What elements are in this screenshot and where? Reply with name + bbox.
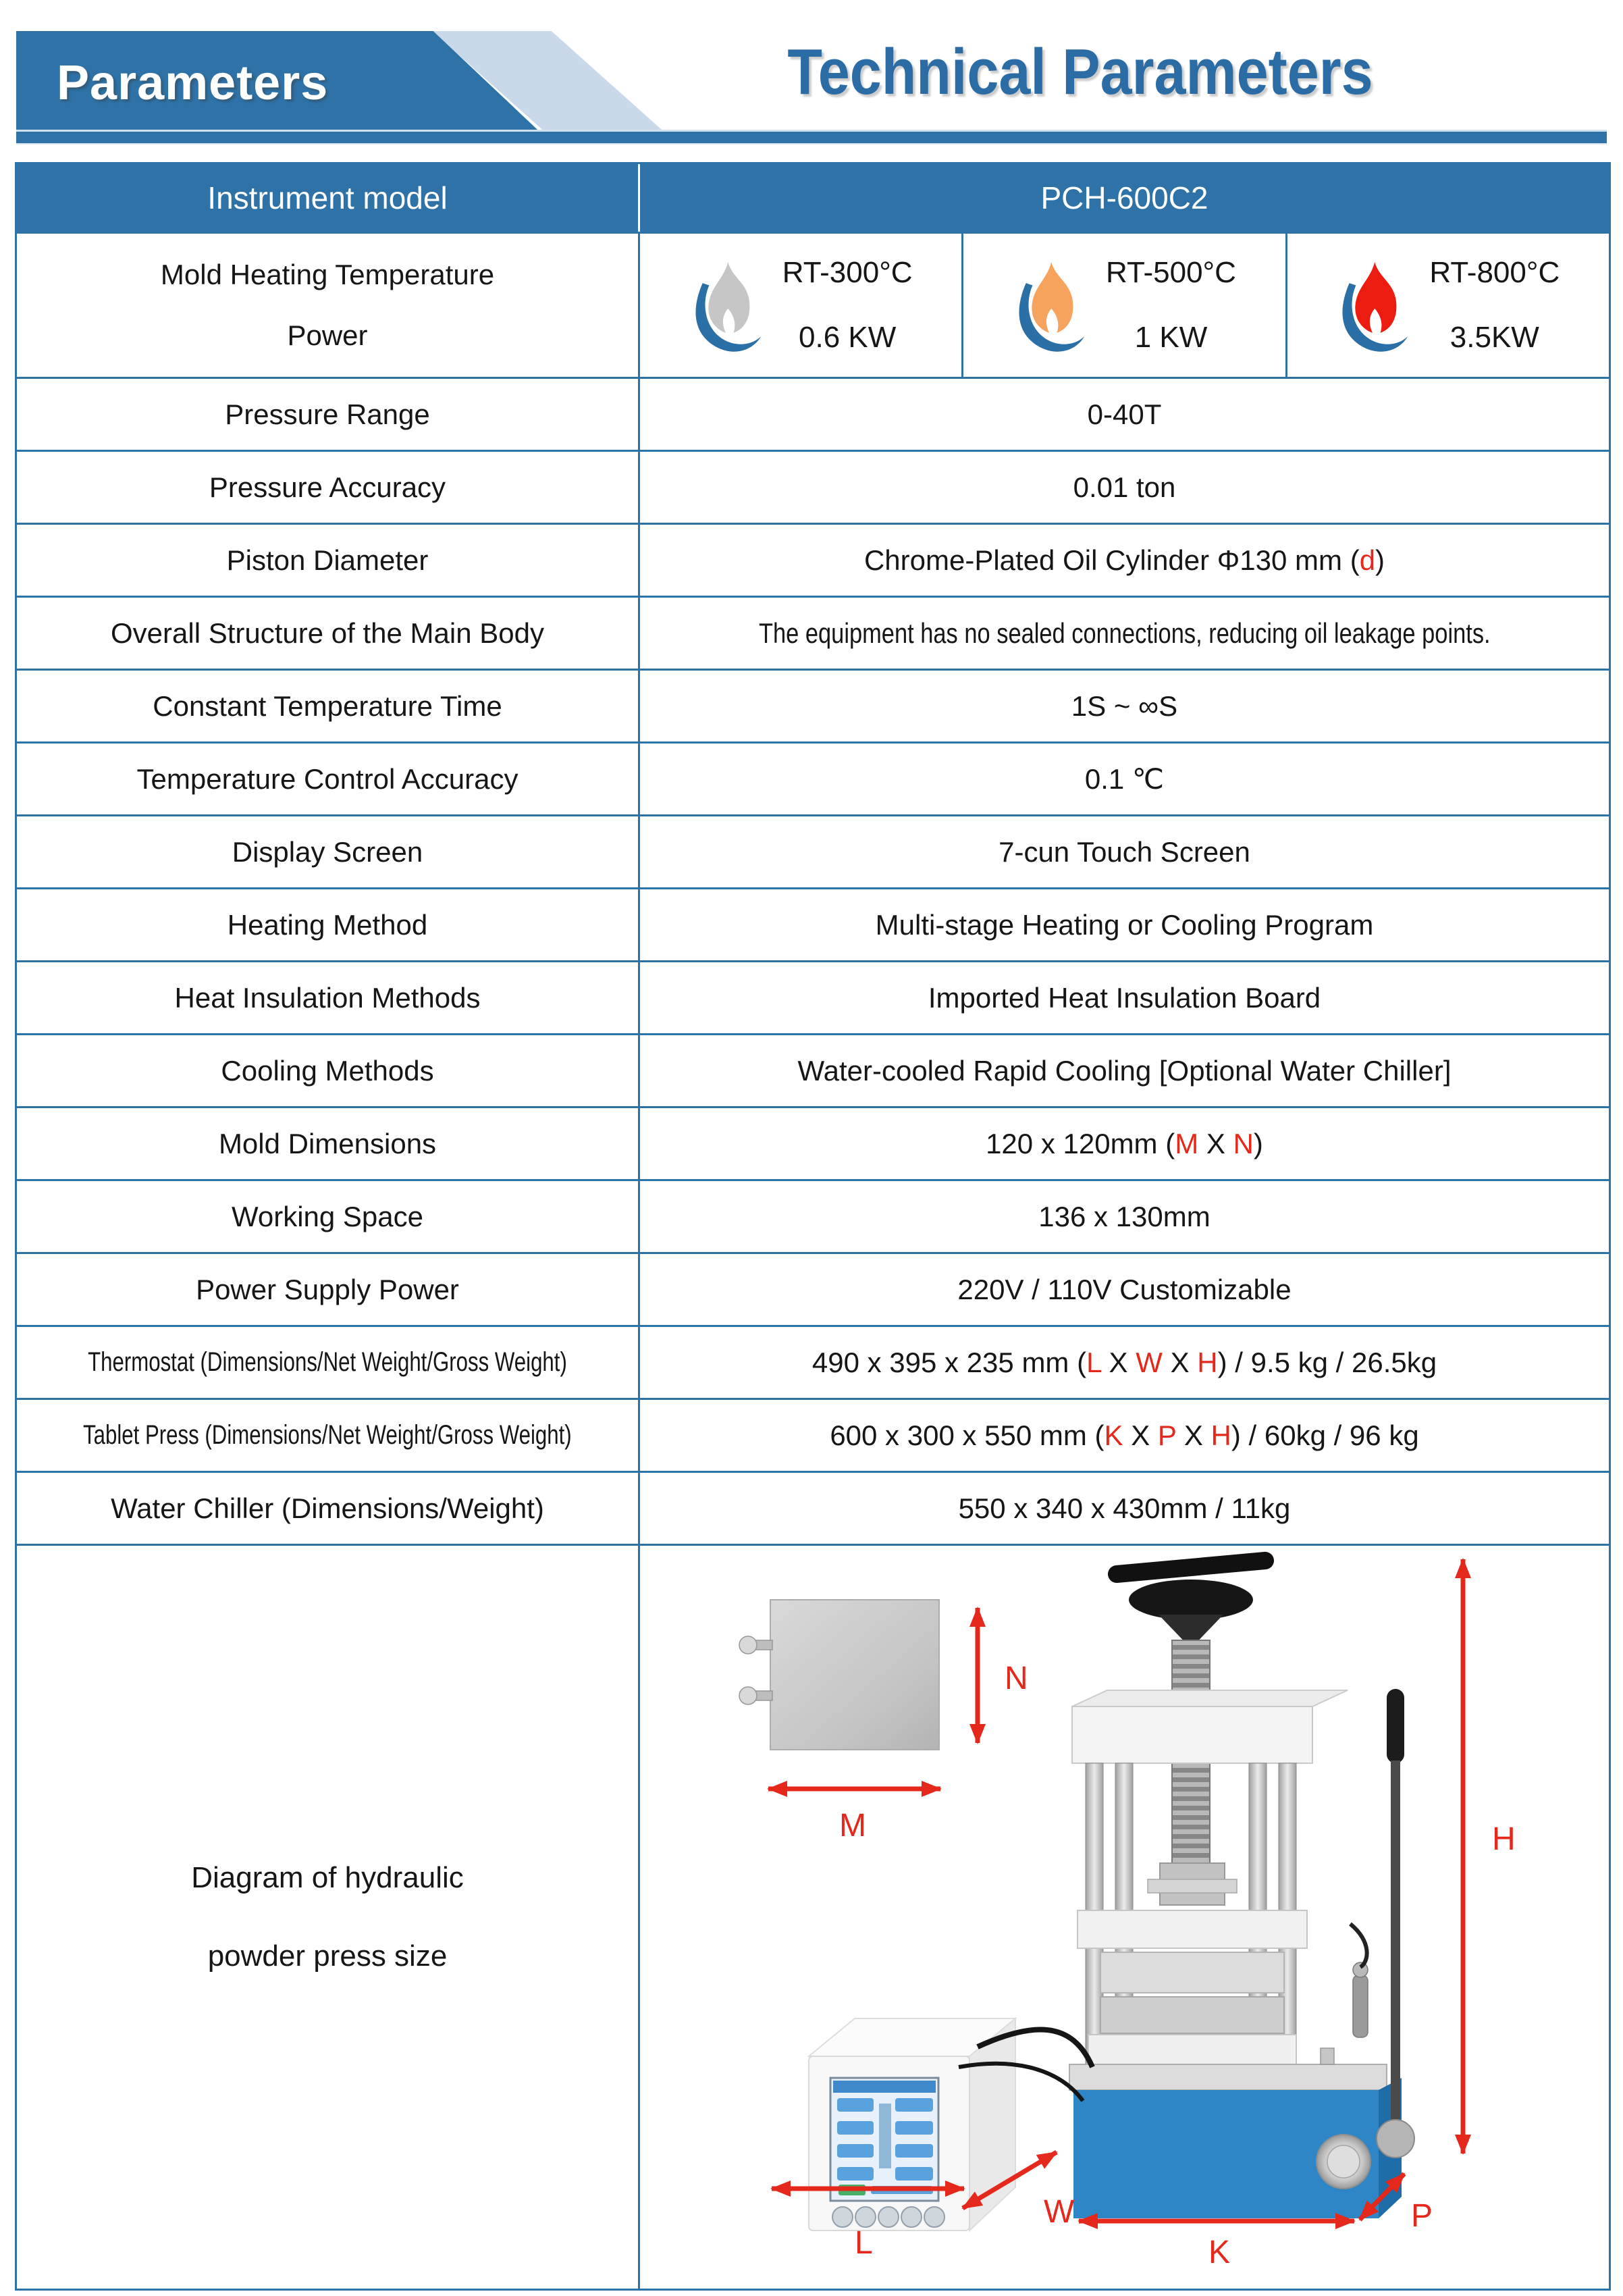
row-label: Heating Method xyxy=(227,908,428,941)
value-part: 0-40T xyxy=(1087,398,1162,430)
table-row xyxy=(17,741,1609,814)
heating-temp: RT-300°C xyxy=(782,256,913,289)
table-row xyxy=(17,1471,1609,1544)
row-value xyxy=(1085,762,1164,795)
value-part-red: N xyxy=(1233,1127,1254,1159)
header-label-cell xyxy=(17,164,640,232)
value-part: 490 x 395 x 235 mm ( xyxy=(812,1346,1087,1378)
table-row xyxy=(17,523,1609,596)
row-label-cell xyxy=(17,1108,640,1179)
diagram-cell xyxy=(640,1546,1609,2289)
table-row xyxy=(17,814,1609,887)
value-part: Water-cooled Rapid Cooling [Optional Water Chiller] xyxy=(797,1054,1452,1087)
row-value-cell xyxy=(640,962,1609,1033)
heating-temp: RT-500°C xyxy=(1106,256,1236,289)
value-part-red: H xyxy=(1197,1346,1218,1378)
row-value-cell xyxy=(640,1400,1609,1471)
row-label: Display Screen xyxy=(232,835,423,868)
row-value-cell xyxy=(640,452,1609,523)
value-part-red: K xyxy=(1104,1419,1123,1451)
row-value xyxy=(1071,690,1177,723)
row-value-cell xyxy=(640,889,1609,960)
value-part-red: W xyxy=(1136,1346,1163,1378)
diagram-label-cell xyxy=(17,1546,640,2289)
row-value-cell xyxy=(640,816,1609,887)
dim-label-W: W xyxy=(1044,2194,1075,2230)
value-part-red: M xyxy=(1175,1127,1199,1159)
value-part: 220V / 110V Customizable xyxy=(957,1273,1292,1305)
row-value-cell xyxy=(640,1327,1609,1398)
table-row xyxy=(17,669,1609,741)
value-part: 136 x 130mm xyxy=(1038,1200,1210,1232)
value-part: 7-cun Touch Screen xyxy=(999,835,1250,868)
row-value-cell xyxy=(640,379,1609,450)
table-row xyxy=(17,960,1609,1033)
heating-option xyxy=(640,234,961,377)
row-label: Tablet Press (Dimensions/Net Weight/Gross Weight) xyxy=(83,1420,572,1450)
value-part: 600 x 300 x 550 mm ( xyxy=(830,1419,1105,1451)
row-value xyxy=(986,1128,1263,1160)
value-part: 0.1 ℃ xyxy=(1084,763,1165,795)
value-part: X xyxy=(1198,1127,1233,1159)
row-value xyxy=(830,1419,1418,1452)
spec-table xyxy=(15,162,1611,2291)
value-part: Imported Heat Insulation Board xyxy=(928,981,1321,1014)
value-part: 120 x 120mm ( xyxy=(986,1127,1175,1159)
value-part: X xyxy=(1176,1419,1211,1451)
row-label-cell xyxy=(17,671,640,741)
row-label: Piston Diameter xyxy=(226,544,429,576)
model-value: PCH-600C2 xyxy=(1040,180,1208,215)
table-row xyxy=(17,596,1609,669)
row-label-cell xyxy=(17,889,640,960)
value-part: ) / 9.5 kg / 26.5kg xyxy=(1217,1346,1437,1378)
heating-power: 1 KW xyxy=(1134,321,1208,354)
dim-label-H: H xyxy=(1492,1821,1516,1857)
row-label-cell xyxy=(17,452,640,523)
heating-row xyxy=(17,232,1609,377)
value-part: 1S ~ ∞S xyxy=(1071,689,1178,722)
value-part: ) xyxy=(1375,544,1385,576)
press-machine-illustration xyxy=(1069,1561,1414,2218)
table-row xyxy=(17,450,1609,523)
row-value xyxy=(999,836,1250,868)
value-part: ) / 60kg / 96 kg xyxy=(1231,1419,1419,1451)
heating-temp: RT-800°C xyxy=(1429,256,1560,289)
mold-block-illustration xyxy=(739,1600,939,1750)
diagram-label-line2: powder press size xyxy=(207,1939,448,1973)
header-value-cell xyxy=(640,164,1609,232)
row-label-cell xyxy=(17,1181,640,1252)
row-label-cell xyxy=(17,1327,640,1398)
row-value xyxy=(812,1347,1437,1379)
row-value-cell xyxy=(640,743,1609,814)
dim-label-N: N xyxy=(1005,1661,1028,1696)
value-part-red: L xyxy=(1086,1346,1101,1378)
heating-label-line1: Mold Heating Temperature xyxy=(160,259,495,290)
value-part: X xyxy=(1100,1346,1136,1378)
row-value xyxy=(759,617,1491,650)
heating-label-cell xyxy=(17,234,640,377)
heating-power: 0.6 KW xyxy=(799,321,897,354)
row-label: Mold Dimensions xyxy=(218,1127,437,1159)
table-row xyxy=(17,1398,1609,1471)
row-label: Working Space xyxy=(231,1200,424,1232)
heating-options xyxy=(640,234,1609,377)
row-label-cell xyxy=(17,379,640,450)
row-value xyxy=(928,982,1321,1014)
heating-label-line2: Power xyxy=(287,319,368,351)
row-value-cell xyxy=(640,1473,1609,1544)
row-value-cell xyxy=(640,671,1609,741)
dim-label-P: P xyxy=(1411,2198,1433,2234)
row-value xyxy=(1038,1201,1210,1233)
row-label: Temperature Control Accuracy xyxy=(136,762,518,795)
value-part: ) xyxy=(1253,1127,1263,1159)
table-row xyxy=(17,1252,1609,1325)
value-part: Multi-stage Heating or Cooling Program xyxy=(875,908,1374,941)
dim-label-M: M xyxy=(839,1808,866,1844)
row-label-cell xyxy=(17,1254,640,1325)
value-part: 550 x 340 x 430mm / 11kg xyxy=(958,1492,1291,1524)
row-value-cell xyxy=(640,525,1609,596)
value-part: Chrome-Plated Oil Cylinder Φ130 mm ( xyxy=(863,544,1360,576)
heating-option xyxy=(1285,234,1609,377)
row-label: Heat Insulation Methods xyxy=(174,981,481,1014)
row-value-cell xyxy=(640,1108,1609,1179)
value-part-red: P xyxy=(1157,1419,1177,1451)
row-label-cell xyxy=(17,962,640,1033)
row-value xyxy=(864,544,1385,577)
value-part: X xyxy=(1162,1346,1198,1378)
row-label: Cooling Methods xyxy=(221,1054,434,1087)
table-header-row xyxy=(17,164,1609,232)
row-value-cell xyxy=(640,1181,1609,1252)
row-label: Thermostat (Dimensions/Net Weight/Gross Weight) xyxy=(88,1347,567,1377)
row-value xyxy=(959,1492,1291,1525)
row-label: Water Chiller (Dimensions/Weight) xyxy=(111,1492,544,1524)
table-row xyxy=(17,1179,1609,1252)
diagram-label-line1: Diagram of hydraulic xyxy=(191,1861,464,1894)
banner-underline-bar xyxy=(16,130,1607,145)
row-label-cell xyxy=(17,816,640,887)
header-label: Instrument model xyxy=(207,180,448,215)
row-label: Pressure Range xyxy=(225,398,430,430)
flame-red-icon xyxy=(1356,262,1397,333)
dim-label-L: L xyxy=(855,2225,873,2261)
table-row xyxy=(17,1325,1609,1398)
row-value-cell xyxy=(640,598,1609,669)
row-label-cell xyxy=(17,743,640,814)
row-value xyxy=(876,909,1374,941)
row-value xyxy=(1073,471,1176,504)
row-label: Constant Temperature Time xyxy=(153,689,502,722)
row-label-cell xyxy=(17,1400,640,1471)
table-row xyxy=(17,1106,1609,1179)
flame-gray-icon xyxy=(708,262,749,333)
row-value xyxy=(1088,398,1162,431)
value-part-red: H xyxy=(1210,1419,1231,1451)
flame-orange-icon xyxy=(1032,262,1073,333)
row-value xyxy=(957,1274,1291,1306)
table-row xyxy=(17,377,1609,450)
press-size-diagram xyxy=(640,1546,1609,2289)
row-label: Pressure Accuracy xyxy=(209,471,446,503)
row-label-cell xyxy=(17,1035,640,1106)
value-part: X xyxy=(1123,1419,1158,1451)
heating-option xyxy=(961,234,1285,377)
row-label-cell xyxy=(17,1473,640,1544)
row-label-cell xyxy=(17,598,640,669)
row-label-cell xyxy=(17,525,640,596)
value-part-red: d xyxy=(1359,544,1376,576)
page-title: Technical Parameters xyxy=(787,36,1373,108)
value-part: The equipment has no sealed connections, reducing oil leakage points. xyxy=(758,617,1491,649)
spec-rows xyxy=(17,377,1609,1544)
table-row xyxy=(17,887,1609,960)
value-part: 0.01 ton xyxy=(1073,471,1176,503)
row-label: Power Supply Power xyxy=(196,1273,459,1305)
dim-label-K: K xyxy=(1208,2235,1231,2270)
row-value-cell xyxy=(640,1035,1609,1106)
row-value-cell xyxy=(640,1254,1609,1325)
banner-label: Parameters xyxy=(57,56,329,110)
heating-power: 3.5KW xyxy=(1449,321,1539,354)
row-value xyxy=(798,1055,1452,1087)
table-row xyxy=(17,1033,1609,1106)
diagram-row xyxy=(17,1544,1609,2289)
row-label: Overall Structure of the Main Body xyxy=(111,617,544,649)
